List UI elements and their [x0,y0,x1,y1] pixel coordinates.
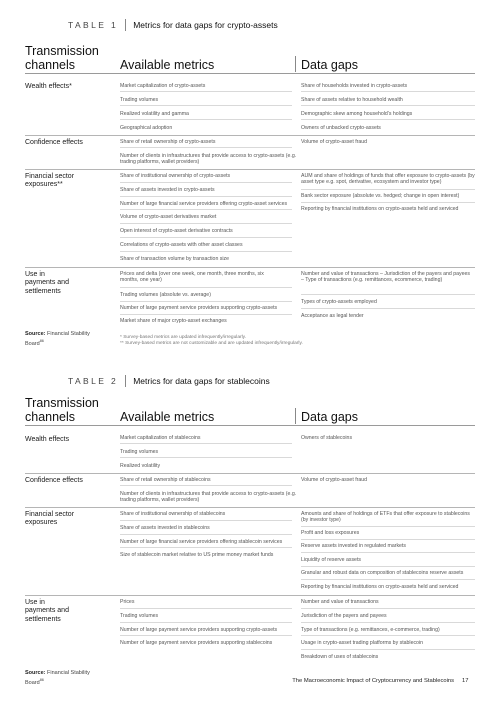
row-divider [301,526,475,527]
data-gap: Number and value of transactions [301,599,379,605]
section-label: Financial sector exposures** [25,173,75,189]
row-divider [301,566,475,567]
data-gap: Volume of crypto-asset fraud [301,139,368,145]
data-gap: Reporting by financial institutions on crypto-assets held and serviced [301,206,459,212]
row-divider [301,539,475,540]
row-divider [120,534,292,535]
section-wealth-effects [0,432,499,472]
available-metric: Number of large payment service providers supporting crypto-assets [120,627,278,633]
available-metric: Geographical adoption [120,125,173,131]
data-gap: Granular and robust data on composition of stablecoins reserve assets [301,570,464,576]
section-confidence-effects [0,135,499,168]
data-gap: Owners of unbacked crypto-assets [301,125,381,131]
data-gap: Profit and loss exposures [301,530,360,536]
section-wealth-effects [0,79,499,134]
available-metric: Open interest of crypto-asset derivative contracts [120,228,233,234]
table-title: Metrics for data gaps for stablecoins [133,376,270,386]
data-gap: Types of crypto-assets employed [301,299,377,305]
data-gap: AUM and share of holdings of funds that offer exposure to crypto-assets (by asset type e.g. spot, derivative, ecosystem and investor type) [301,173,475,186]
row-divider [120,105,292,106]
section-rule [25,169,475,170]
available-metric: Number of large financial service providers offering crypto-asset services [120,201,288,207]
row-divider [301,649,475,650]
data-gap: Number and value of transactions – Jurisdiction of the payers and payees – Type of transactions (e.g. remittances, ecommerce, trading) [301,271,470,284]
data-gap: Bank sector exposure (absolute vs. hedged; change in open interest) [301,193,460,199]
header-available-metrics: Available metrics [120,58,215,72]
section-confidence-effects [0,473,499,506]
section-rule [25,135,475,136]
table-caption [68,374,270,388]
table-number: TABLE 2 [68,376,119,386]
section-label: Financial sector exposures [25,511,75,527]
data-gap: Demographic skew among household’s holdings [301,111,413,117]
row-divider [301,622,475,623]
source-label: Source: [25,670,46,676]
row-divider [120,182,292,183]
section-rule [25,267,475,268]
available-metric: Realized volatility [120,463,161,469]
row-divider [120,443,292,444]
section-rule [25,507,475,508]
data-gap: Breakdown of uses of stablecoins [301,654,379,660]
row-divider [120,520,292,521]
row-divider [301,608,475,609]
footnote: * Survey-based metrics are updated infrequently/irregularly. [120,335,247,340]
available-metric: Trading volumes [120,613,159,619]
caption-divider [125,375,126,387]
available-metric: Trading volumes (absolute vs. average) [120,292,211,298]
table-number: TABLE 1 [68,20,119,30]
footnote: ** Survey-based metrics are not customizable and are updated infrequently/irregularly. [120,341,303,346]
header-transmission-channels: Transmission channels [25,396,99,424]
section-rule [25,473,475,474]
source-text: Financial Stability Board [25,331,90,347]
data-gap: Owners of stablecoins [301,435,353,441]
available-metric: Market capitalization of crypto-assets [120,83,206,89]
available-metric: Share of retail ownership of stablecoins [120,477,211,483]
available-metric: Number of clients in infrastructures that provide access to crypto-assets (e.g. trading platforms, wallet providers) [120,491,297,504]
available-metric: Number of large financial service providers offering stablecoin services [120,539,283,545]
available-metric: Trading volumes [120,97,159,103]
table-title: Metrics for data gaps for crypto-assets [133,20,278,30]
table-header [0,44,499,74]
row-divider [301,552,475,553]
row-divider [120,287,292,288]
page-footer [0,678,499,688]
row-divider [120,485,292,486]
section-rule [25,595,475,596]
available-metric: Number of large payment service providers supporting stablecoins [120,640,273,646]
data-gap: Acceptance as legal tender [301,313,364,319]
available-metric: Correlations of crypto-assets with other asset classes [120,242,243,248]
section-label: Confidence effects [25,139,83,146]
data-gap: Volume of crypto-asset fraud [301,477,368,483]
row-divider [120,209,292,210]
data-gap: Jurisdiction of the payers and payees [301,613,387,619]
section-label: Use in payments and settlements [25,599,69,623]
row-divider [120,91,292,92]
table-header [0,396,499,426]
available-metric: Share of assets invested in stablecoins [120,525,210,531]
available-metric: Prices and delta (over one week, one month, three months, six months, one year) [120,271,264,284]
section-financial-sector-exposures [0,507,499,595]
header-divider [295,56,296,72]
row-divider [301,202,475,203]
data-gap: Usage in crypto-asset trading platforms by stablecoin [301,640,423,646]
row-divider [120,457,292,458]
section-use-in-payments [0,267,499,327]
row-divider [120,119,292,120]
row-divider [120,314,292,315]
available-metric: Share of transaction volume by transaction size [120,256,229,262]
available-metric: Share of retail ownership of crypto-assets [120,139,216,145]
section-label: Wealth effects* [25,83,72,90]
row-divider [301,91,475,92]
header-data-gaps: Data gaps [301,410,358,424]
section-label: Wealth effects [25,436,70,443]
section-financial-sector-exposures [0,169,499,265]
row-divider [301,119,475,120]
header-divider [295,408,296,424]
row-divider [120,223,292,224]
row-divider [120,608,292,609]
data-gap: Reserve assets invested in regulated markets [301,543,406,549]
source-ref: 86 [39,339,44,343]
section-label: Use in payments and settlements [25,271,69,295]
row-divider [120,301,292,302]
header-transmission-channels: Transmission channels [25,44,99,72]
data-gap: Liquidity of reserve assets [301,557,361,563]
table-source [25,331,95,348]
row-divider [301,105,475,106]
available-metric: Share of institutional ownership of crypto-assets [120,173,231,179]
source-text: Financial Stability Board [25,670,90,686]
available-metric: Market share of major crypto-asset exchanges [120,318,227,324]
header-rule [25,73,475,74]
row-divider [301,635,475,636]
data-gap: Share of assets relative to household wealth [301,97,403,103]
caption-divider [125,19,126,31]
available-metric: Share of institutional ownership of stablecoins [120,511,226,517]
data-gap: Share of households invested in crypto-assets [301,83,408,89]
row-divider [301,294,475,295]
available-metric: Realized volatility and gamma [120,111,189,117]
available-metric: Prices [120,599,135,605]
data-gap: Amounts and share of holdings of ETFs that offer exposure to stablecoins (by investor type) [301,511,470,524]
row-divider [120,547,292,548]
header-data-gaps: Data gaps [301,58,358,72]
available-metric: Size of stablecoin market relative to US prime money market funds [120,552,274,558]
row-divider [301,308,475,309]
row-divider [301,579,475,580]
available-metric: Trading volumes [120,449,159,455]
available-metric: Volume of crypto-asset derivatives market [120,214,217,220]
available-metric: Market capitalization of stablecoins [120,435,201,441]
section-label: Confidence effects [25,477,83,484]
data-gap: Reporting by financial institutions on crypto-assets held and serviced [301,584,459,590]
footer-title: The Macroeconomic Impact of Cryptocurrency and Stablecoins [292,678,454,684]
row-divider [120,237,292,238]
source-label: Source: [25,331,46,337]
header-available-metrics: Available metrics [120,410,215,424]
source-ref: 86 [39,678,44,682]
table-caption [68,18,278,32]
row-divider [301,189,475,190]
available-metric: Number of large payment service providers supporting crypto-assets [120,305,278,311]
row-divider [120,196,292,197]
header-rule [25,425,475,426]
data-gap: Type of transactions (e.g. remittances, e-commerce, trading) [301,627,440,633]
available-metric: Number of clients in infrastructures that provide access to crypto-assets (e.g. trading platforms, wallet providers) [120,153,297,166]
page-number: 17 [462,678,469,684]
row-divider [120,622,292,623]
row-divider [120,635,292,636]
section-use-in-payments [0,595,499,665]
row-divider [120,147,292,148]
row-divider [120,251,292,252]
available-metric: Share of assets invested in crypto-assets [120,187,215,193]
